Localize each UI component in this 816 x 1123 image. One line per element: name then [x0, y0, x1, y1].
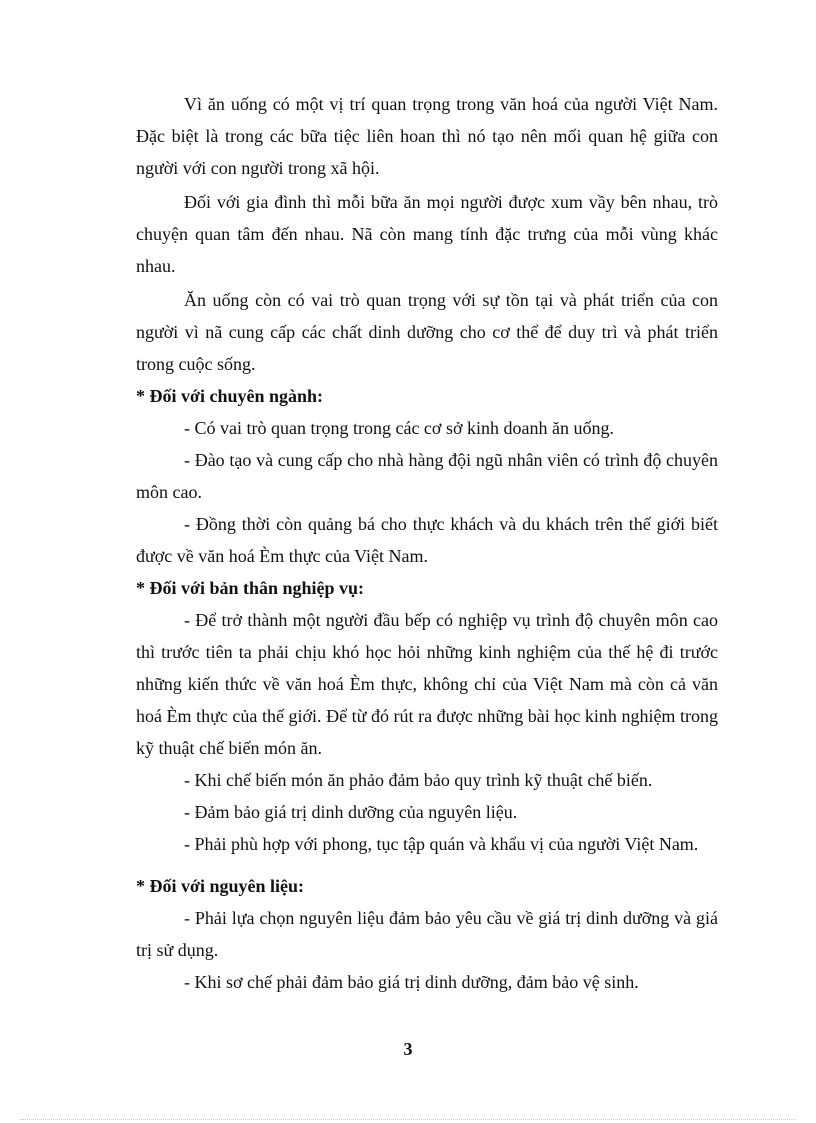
list-item: - Phải lựa chọn nguyên liệu đảm bảo yêu cầu về giá trị dinh dưỡng và giá trị sử dụng. [136, 908, 718, 960]
document-body [136, 88, 718, 998]
section-heading-profession: * Đối với bản thân nghiệp vụ: [136, 578, 365, 598]
page-number: 3 [403, 1039, 413, 1059]
list-item: - Có vai trò quan trọng trong các cơ sở kinh doanh ăn uống. [184, 418, 614, 438]
footer-divider [20, 1119, 796, 1120]
list-item: - Khi sơ chế phải đảm bảo giá trị dinh dưỡng, đảm bảo vệ sinh. [184, 972, 639, 992]
section-heading-ingredients: * Đối với nguyên liệu: [136, 876, 304, 896]
list-item: - Khi chế biến món ăn phảo đảm bảo quy trình kỹ thuật chế biến. [184, 770, 653, 790]
list-item: - Đồng thời còn quảng bá cho thực khách và du khách trên thế giới biết được về văn hoá Èm thực của Việt Nam. [136, 514, 718, 566]
intro-paragraph: Đối với gia đình thì mỗi bữa ăn mọi người được xum vầy bên nhau, trò chuyện quan tâm đến nhau. Nã còn mang tính đặc trưng của mỗi vùng khác nhau. [136, 192, 718, 276]
section-heading-specialization: * Đối với chuyên ngành: [136, 386, 324, 406]
list-item: - Đào tạo và cung cấp cho nhà hàng đội ngũ nhân viên có trình độ chuyên môn cao. [136, 450, 718, 502]
list-item: - Phải phù hợp với phong, tục tập quán và khẩu vị của người Việt Nam. [184, 834, 699, 854]
intro-paragraph: Vì ăn uống có một vị trí quan trọng trong văn hoá của người Việt Nam. Đặc biệt là trong các bữa tiệc liên hoan thì nó tạo nên mối quan hệ giữa con người với con người trong xã hội. [136, 94, 718, 178]
list-item: - Để trở thành một người đầu bếp có nghiệp vụ trình độ chuyên môn cao thì trước tiên ta phải chịu khó học hỏi những kinh nghiệm của thế hệ đi trước những kiến thức về văn hoá Èm thực, không chỉ của Việt Nam mà còn cả văn hoá Èm thực của thế giới. Để từ đó rút ra được những bài học kinh nghiệm trong kỹ thuật chế biến món ăn. [136, 610, 718, 758]
list-item: - Đảm bảo giá trị dinh dưỡng của nguyên liệu. [184, 802, 518, 822]
intro-paragraph: Ăn uống còn có vai trò quan trọng với sự tồn tại và phát triển của con người vì nã cung cấp các chất dinh dưỡng cho cơ thể để duy trì và phát triển trong cuộc sống. [136, 290, 718, 374]
